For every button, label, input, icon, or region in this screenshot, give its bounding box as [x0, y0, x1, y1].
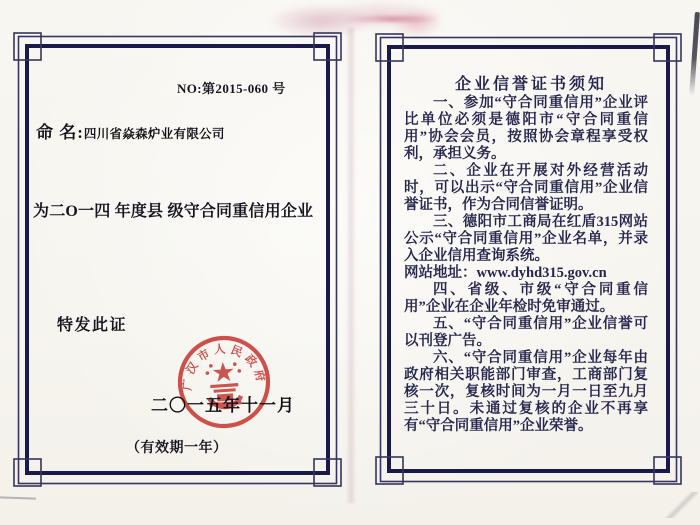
page-frame-left: [14, 33, 341, 486]
company-name: 四川省焱森炉业有限公司: [83, 127, 225, 141]
recipient-name-line: [36, 118, 225, 143]
seal-arc-text: 广汉市人民政府: [181, 343, 267, 392]
issue-date: 二〇一五年十一月: [151, 396, 295, 415]
notice-body: [404, 95, 648, 435]
award-statement: 为二O一四 年度县 级守合同重信用企业: [33, 203, 314, 220]
issue-statement: 特发此证: [57, 317, 128, 334]
notice-paragraph-2: 二、企业在开展对外经营活动时，可以出示“守合同重信用”企业信誉证书，作为合同信誉证明。: [404, 163, 648, 213]
notice-paragraph-4: 四、省级、市级“守合同重信用”企业在企业年检时免审通过。: [404, 282, 648, 315]
notice-paragraph-6: 六、“守合同重信用”企业每年由政府相关职能部门审查，工商部门复核一次，复核时间为一月一日至九月三十日。未通过复核的企业不再享有“守合同重信用”企业荣誉。: [404, 350, 648, 434]
name-label: 命 名:: [36, 123, 84, 142]
notice-website-line: 网站地址：www.dyhd315.gov.cn: [404, 265, 607, 281]
notice-paragraph-3: 三、德阳市工商局在红盾315网站公示“守合同重信用”企业名单，并录入企业信用查询系统。: [404, 214, 648, 264]
serial-number: NO:第2015-060 号: [177, 81, 286, 96]
notice-paragraph-5: 五、“守合同重信用”企业信誉可以刊登广告。: [404, 316, 648, 349]
notice-title: 企业信誉证书须知: [454, 76, 607, 93]
notice-paragraph-1: 一、参加“守合同重信用”企业评比单位必须是德阳市“守合同重信用”协会会员，按照协会章程享受权利，承担义务。: [404, 95, 648, 162]
validity-note: （有效期一年）: [126, 441, 228, 456]
